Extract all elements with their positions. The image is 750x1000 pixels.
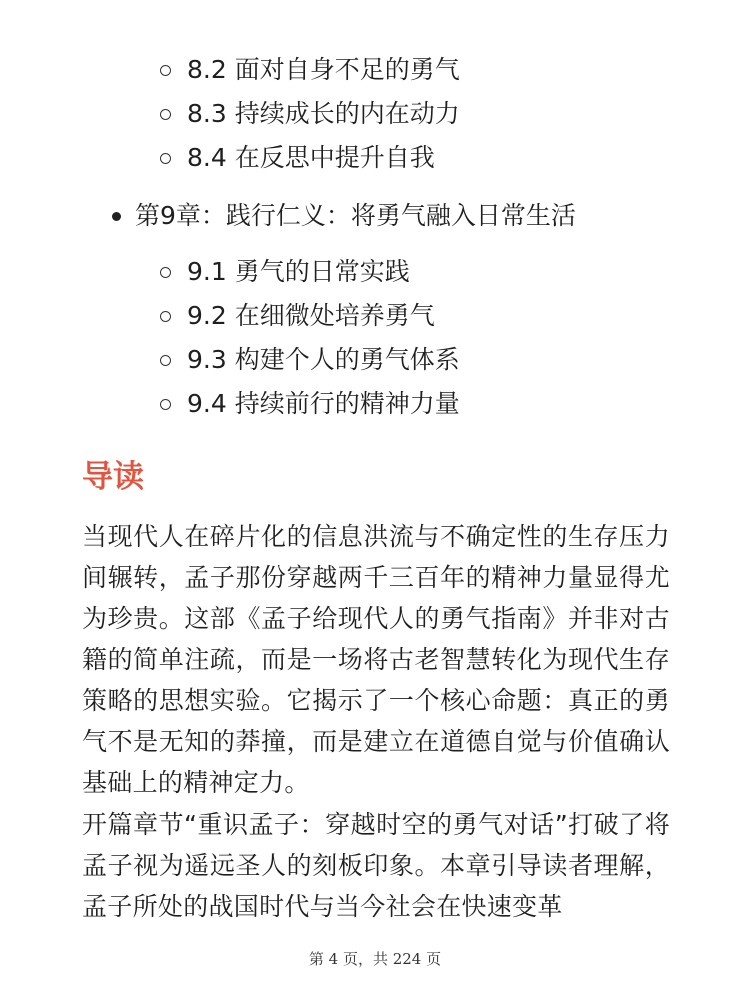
toc-item-label: 8.3 持续成长的内在动力 — [187, 99, 460, 128]
hollow-circle-bullet-icon — [160, 153, 171, 164]
hollow-circle-bullet-icon — [160, 399, 171, 410]
toc-item-9-2 — [160, 296, 435, 336]
toc-item-label: 8.4 在反思中提升自我 — [187, 143, 435, 172]
toc-item-9-4 — [160, 384, 460, 424]
hollow-circle-bullet-icon — [160, 65, 171, 76]
intro-paragraph-1: 当现代人在碎片化的信息洪流与不确定性的生存压力间辗转，孟子那份穿越两千三百年的精神力量显得尤为珍贵。这部《孟子给现代人的勇气指南》并非对古籍的简单注疏，而是一场将古老智慧转化为现代生存策略的思想实验。它揭示了一个核心命题：真正的勇气不是无知的莽撞，而是建立在道德自觉与价值确认基础上的精神定力。 — [82, 522, 670, 797]
section-heading: 导读 — [82, 459, 144, 495]
toc-item-8-2 — [160, 50, 460, 90]
toc-item-9-3 — [160, 340, 460, 380]
toc-item-label: 9.4 持续前行的精神力量 — [187, 389, 460, 418]
intro-paragraph-2: 开篇章节“重识孟子：穿越时空的勇气对话”打破了将孟子视为遥远圣人的刻板印象。本章引导读者理解，孟子所处的战国时代与当今社会在快速变革 — [82, 810, 670, 921]
toc-item-9-1 — [160, 252, 410, 292]
toc-item-8-3 — [160, 94, 460, 134]
toc-item-label: 9.1 勇气的日常实践 — [187, 257, 410, 286]
hollow-circle-bullet-icon — [160, 355, 171, 366]
hollow-circle-bullet-icon — [160, 267, 171, 278]
toc-chapter-9 — [112, 196, 576, 236]
page-number-footer: 第 4 页，共 224 页 — [308, 950, 442, 968]
hollow-circle-bullet-icon — [160, 311, 171, 322]
toc-item-label: 9.2 在细微处培养勇气 — [187, 301, 435, 330]
disc-bullet-icon — [112, 212, 121, 221]
toc-chapter-label: 第9章：践行仁义：将勇气融入日常生活 — [135, 201, 576, 230]
toc-item-8-4 — [160, 138, 435, 178]
toc-item-label: 9.3 构建个人的勇气体系 — [187, 345, 460, 374]
toc-item-label: 8.2 面对自身不足的勇气 — [187, 55, 460, 84]
hollow-circle-bullet-icon — [160, 109, 171, 120]
